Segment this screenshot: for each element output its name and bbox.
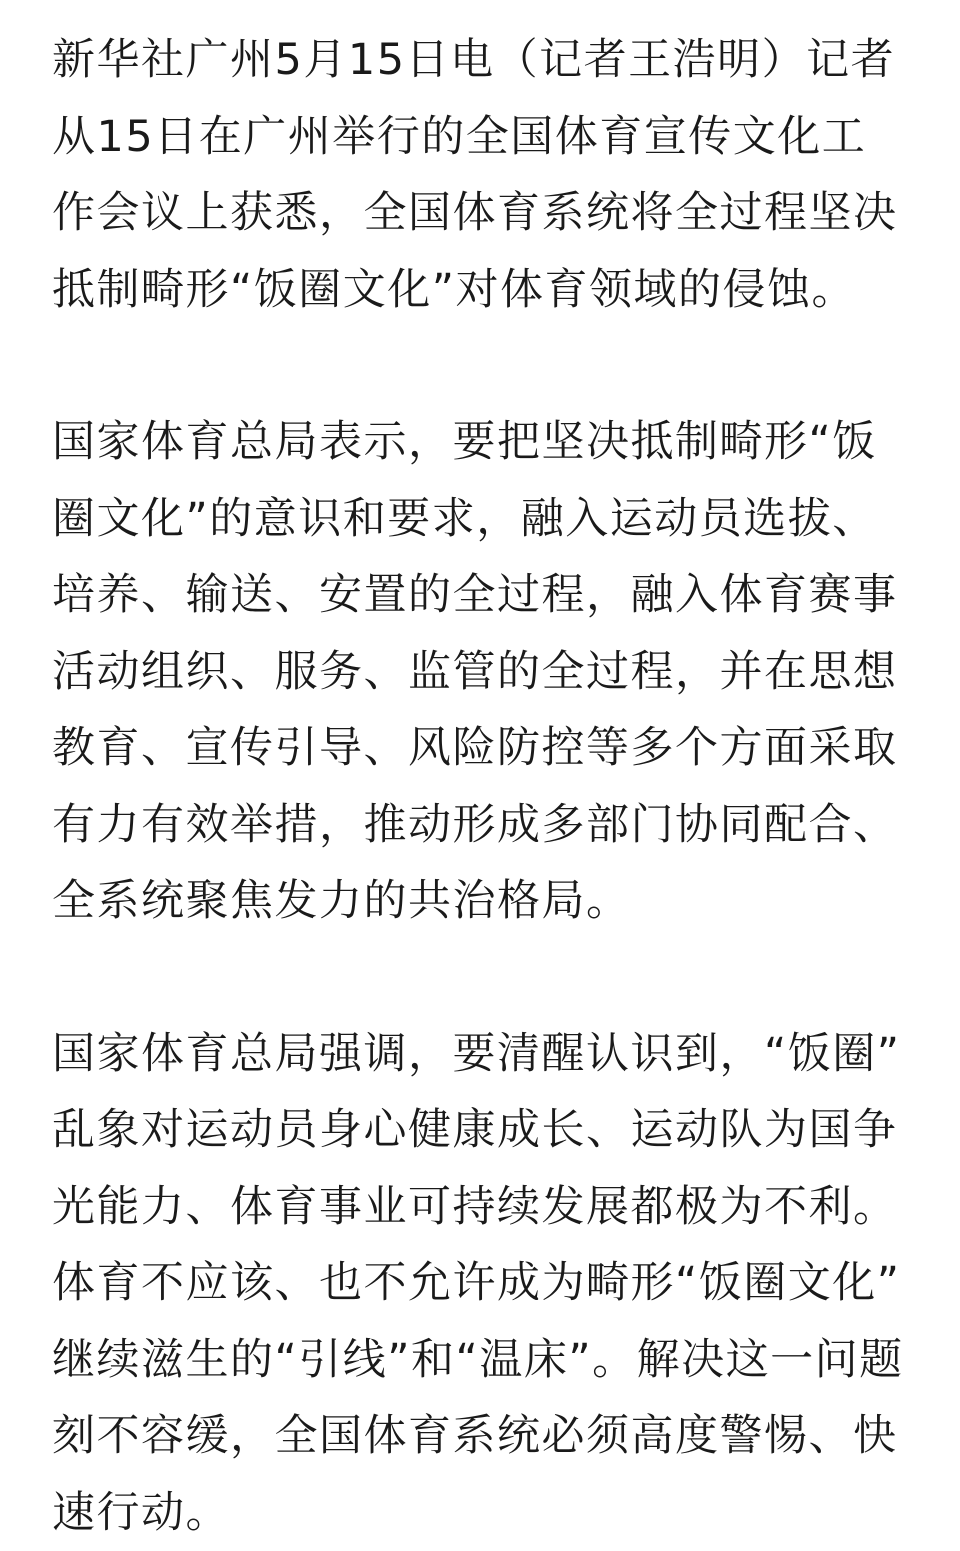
- paragraph-line: 全系统聚焦发力的共治格局。: [52, 863, 912, 940]
- paragraph-line: 国家体育总局表示，要把坚决抵制畸形“饭: [52, 404, 912, 481]
- paragraph-line: 体育不应该、也不允许成为畸形“饭圈文化”: [52, 1245, 912, 1322]
- paragraph-3: [52, 1016, 912, 1551]
- paragraph-line: 活动组织、服务、监管的全过程，并在思想: [52, 634, 912, 711]
- paragraph-line: 抵制畸形“饭圈文化”对体育领域的侵蚀。: [52, 252, 912, 329]
- paragraph-line: 新华社广州5月15日电（记者王浩明）记者: [52, 22, 912, 99]
- paragraph-line: 速行动。: [52, 1475, 912, 1551]
- paragraph-1: [52, 22, 912, 328]
- paragraph-line: 从15日在广州举行的全国体育宣传文化工: [52, 99, 912, 176]
- paragraph-line: 光能力、体育事业可持续发展都极为不利。: [52, 1169, 912, 1246]
- paragraph-line: 乱象对运动员身心健康成长、运动队为国争: [52, 1092, 912, 1169]
- paragraph-line: 继续滋生的“引线”和“温床”。解决这一问题: [52, 1322, 912, 1399]
- paragraph-2: [52, 404, 912, 940]
- paragraph-line: 有力有效举措，推动形成多部门协同配合、: [52, 787, 912, 864]
- paragraph-line: 培养、输送、安置的全过程，融入体育赛事: [52, 557, 912, 634]
- paragraph-line: 作会议上获悉，全国体育系统将全过程坚决: [52, 175, 912, 252]
- paragraph-line: 圈文化”的意识和要求，融入运动员选拔、: [52, 481, 912, 558]
- paragraph-line: 国家体育总局强调，要清醒认识到，“饭圈”: [52, 1016, 912, 1093]
- paragraph-line: 刻不容缓，全国体育系统必须高度警惕、快: [52, 1398, 912, 1475]
- paragraph-line: 教育、宣传引导、风险防控等多个方面采取: [52, 710, 912, 787]
